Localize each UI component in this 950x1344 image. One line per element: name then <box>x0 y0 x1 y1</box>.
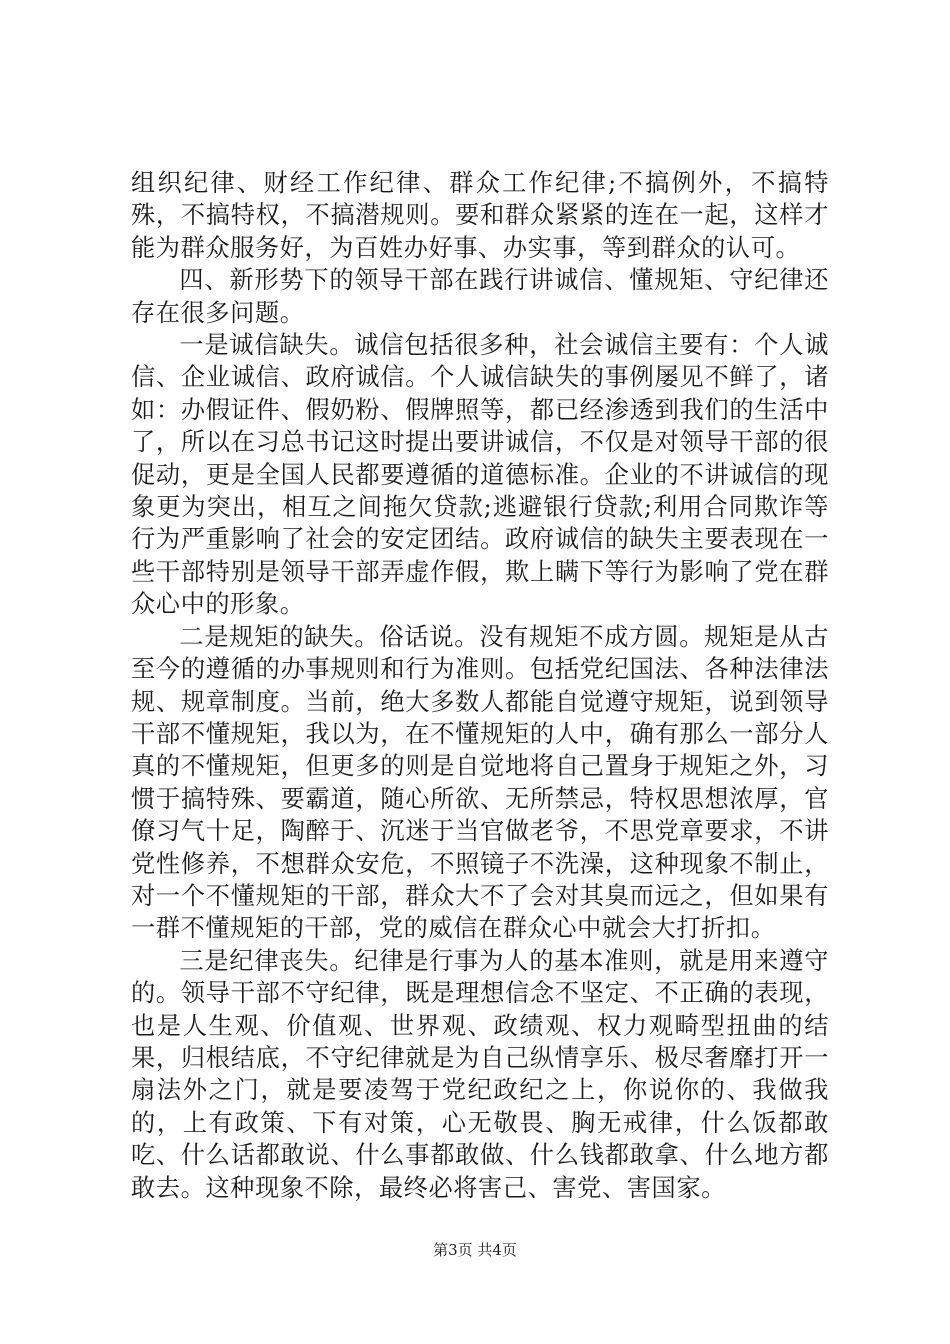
paragraph-rules-lacking: 二是规矩的缺失。俗话说。没有规矩不成方圆。规矩是从古至今的遵循的办事规则和行为准则。包括党纪国法、各种法律法规、规章制度。当前，绝大多数人都能自觉遵守规矩，说到领导干部不懂规矩，我以为，在不懂规矩的人中，确有那么一部分人真的不懂规矩，但更多的则是自觉地将自己置身于规矩之外，习惯于搞特殊、要霸道，随心所欲、无所禁忌，特权思想浓厚，官僚习气十足，陶醉于、沉迷于当官做老爷，不思党章要求，不讲党性修养，不想群众安危，不照镜子不洗澡，这种现象不制止，对一个不懂规矩的干部，群众大不了会对其臭而远之，但如果有一群不懂规矩的干部，党的威信在群众心中就会大打折扣。 <box>131 622 829 943</box>
page-number-footer: 第3页 共4页 <box>433 1241 517 1259</box>
document-body <box>131 167 829 1204</box>
paragraph-continuation: 组织纪律、财经工作纪律、群众工作纪律;不搞例外，不搞特殊，不搞特权，不搞潜规则。要和群众紧紧的连在一起，这样才能为群众服务好，为百姓办好事、办实事，等到群众的认可。 <box>131 169 829 262</box>
paragraph-section-four-heading: 四、新形势下的领导干部在践行讲诚信、懂规矩、守纪律还存在很多问题。 <box>131 266 829 327</box>
paragraph-integrity-lacking: 一是诚信缺失。诚信包括很多种，社会诚信主要有：个人诚信、企业诚信、政府诚信。个人诚信缺失的事例屡见不鲜了，诸如：办假证件、假奶粉、假牌照等，都已经渗透到我们的生活中了，所以在习总书记这时提出要讲诚信，不仅是对领导干部的很促动，更是全国人民都要遵循的道德标准。企业的不讲诚信的现象更为突出，相互之间拖欠贷款;逃避银行贷款;利用合同欺诈等行为严重影响了社会的安定团结。政府诚信的缺失主要表现在一些干部特别是领导干部弄虚作假，欺上瞒下等行为影响了党在群众心中的形象。 <box>131 331 829 619</box>
paragraph-discipline-lost: 三是纪律丧失。纪律是行事为人的基本准则，就是用来遵守的。领导干部不守纪律，既是理想信念不坚定、不正确的表现，也是人生观、价值观、世界观、政绩观、权力观畸型扭曲的结果，归根结底，不守纪律就是为自己纵情享乐、极尽奢靡打开一扇法外之门，就是要凌驾于党纪政纪之上，你说你的、我做我的，上有政策、下有对策，心无敬畏、胸无戒律，什么饭都敢吃、什么话都敢说、什么事都敢做、什么钱都敢拿、什么地方都敢去。这种现象不除，最终必将害己、害党、害国家。 <box>131 946 829 1202</box>
